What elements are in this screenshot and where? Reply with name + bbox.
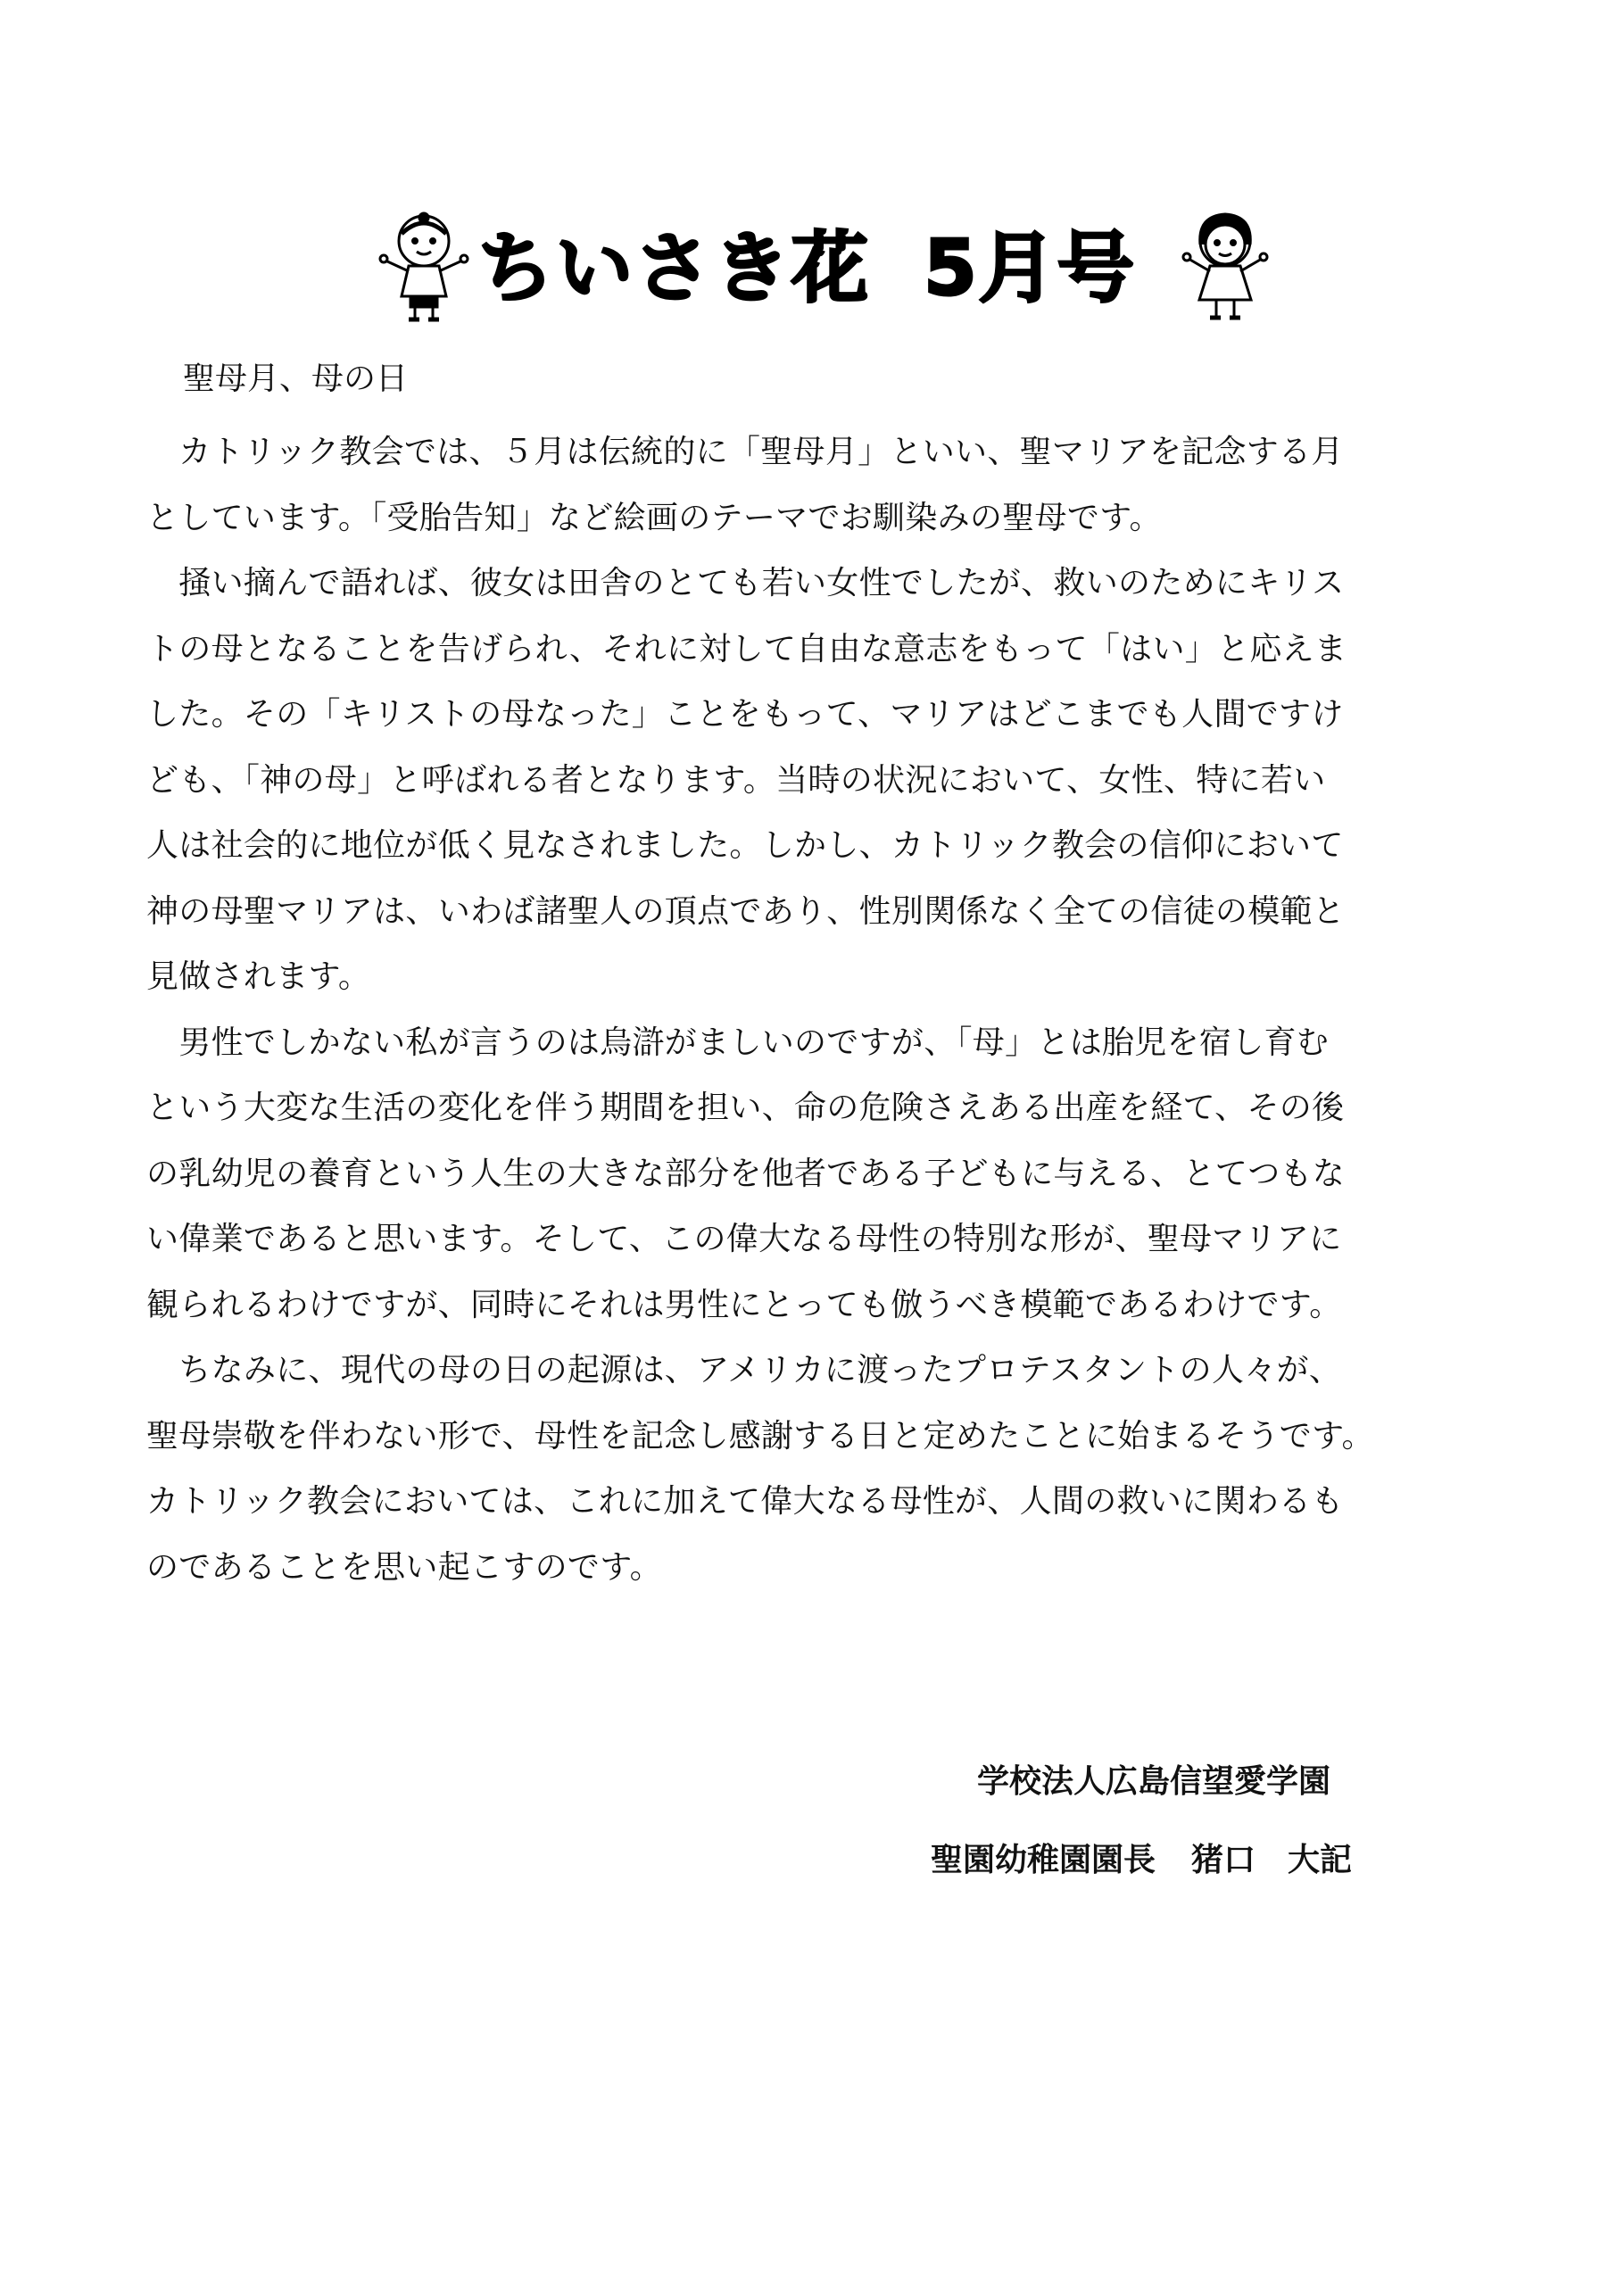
article-line: としています。「受胎告知」など絵画のテーマでお馴染みの聖母です。 [146, 499, 1162, 536]
article-line: のであることを思い起こすのです。 [146, 1548, 662, 1586]
article-line: 人は社会的に地位が低く見なされました。しかし、カトリック教会の信仰において [146, 827, 1344, 864]
article-line: の乳幼児の養育という人生の大きな部分を他者である子どもに与える、とてつもな [146, 1155, 1346, 1192]
article-line: 神の母聖マリアは、いわば諸聖人の頂点であり、性別関係なく全ての信徒の模範と [146, 892, 1346, 930]
article-line: カトリック教会では、５月は伝統的に「聖母月」といい、聖マリアを記念する月 [146, 434, 1344, 470]
article-line: カトリック教会においては、これに加えて偉大なる母性が、人間の救いに関わるも [146, 1483, 1344, 1520]
article-line: 観られるわけですが、同時にそれは男性にとっても倣うべき模範であるわけです。 [146, 1286, 1342, 1323]
child-illustration-icon [375, 207, 473, 323]
article-line: ども、「神の母」と呼ばれる者となります。当時の状況において、女性、特に若い [146, 761, 1326, 799]
article-line: い偉業であると思います。そして、この偉大なる母性の特別な形が、聖母マリアに [146, 1221, 1342, 1257]
title-text: ちいさき花 [477, 224, 870, 313]
newsletter-title [477, 220, 1156, 318]
article-line: した。その「キリストの母なった」ことをもって、マリアはどこまでも人間ですけ [146, 696, 1344, 733]
title-row [0, 207, 1616, 332]
article-heading: 聖母月、母の日 [183, 361, 409, 397]
article-line: ちなみに、現代の母の日の起源は、アメリカに渡ったプロテスタントの人々が、 [146, 1352, 1342, 1388]
article-line: 掻い摘んで語れば、彼女は田舎のとても若い女性でしたが、救いのためにキリス [146, 565, 1345, 601]
article-line: 聖母崇敬を伴わない形で、母性を記念し感謝する日と定めたことに始まるそうです。 [146, 1417, 1374, 1455]
signature-position: 聖園幼稚園園長 [930, 1842, 1156, 1878]
child-illustration-icon [1176, 207, 1274, 323]
signature-position-name [931, 1838, 1352, 1883]
signature-organization: 学校法人広島信望愛学園 [976, 1763, 1330, 1800]
article-line: 見做されます。 [146, 958, 371, 995]
article-line: 男性でしかない私が言うのは烏滸がましいのですが、「母」とは胎児を宿し育む [146, 1024, 1330, 1061]
article-line: という大変な生活の変化を伴う期間を担い、命の危険さえある出産を経て、その後 [146, 1090, 1345, 1126]
article-line: トの母となることを告げられ、それに対して自由な意志をもって「はい」と応えま [146, 630, 1347, 667]
article-body [146, 419, 1476, 1600]
signature-name: 猪口 大記 [1190, 1842, 1352, 1878]
issue-label: 5月号 [924, 224, 1136, 313]
